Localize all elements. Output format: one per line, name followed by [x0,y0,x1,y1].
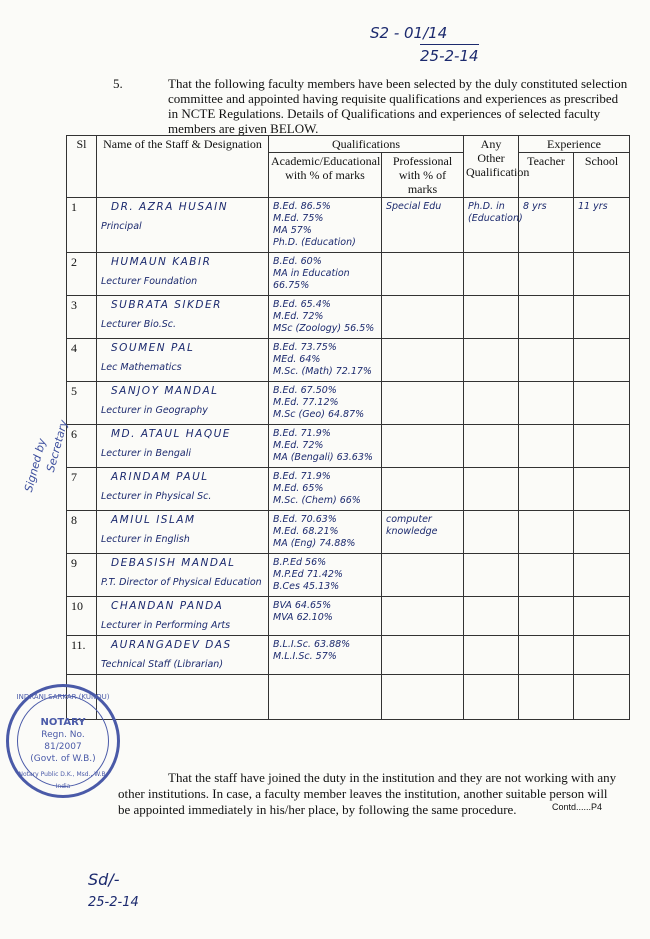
notary-stamp [6,684,120,798]
row-school [574,425,630,468]
row-school [574,253,630,296]
row-academic [269,339,382,382]
staff-name: SANJOY MANDAL [111,385,219,397]
academic-line: MVA 62.10% [273,612,333,623]
academic-line: M.Ed. 72% [273,311,324,322]
stamp-ring-text: INDRANI SARKAR (KUNDU) [16,693,110,701]
row-academic [269,425,382,468]
staff-designation: Lecturer Foundation [101,276,198,287]
bottom-signature [88,870,139,910]
row-professional: computer knowledge [382,511,464,554]
row-professional [382,554,464,597]
row-sl: 2 [67,253,97,296]
staff-designation: Technical Staff (Librarian) [101,659,224,670]
signature-date: 25-2-14 [88,895,139,910]
row-sl: 5 [67,382,97,425]
row-other [464,597,519,636]
header-teacher: Teacher [519,153,574,198]
empty-cell [519,675,574,720]
row-other: Ph.D. in (Education) [464,198,519,253]
staff-name: DR. AZRA HUSAIN [111,201,229,213]
staff-name: ARINDAM PAUL [111,471,209,483]
academic-line: M.Ed. 65% [273,483,324,494]
signature-mark: Sd/- [88,870,120,889]
faculty-row [67,597,630,636]
staff-name: AMIUL ISLAM [111,514,196,526]
row-name-cell [97,198,269,253]
row-other [464,382,519,425]
side-signature [14,300,74,500]
row-name-cell [97,339,269,382]
academic-line: MEd. 64% [273,354,321,365]
row-school [574,636,630,675]
row-teacher [519,636,574,675]
stamp-center [9,717,117,765]
row-academic [269,468,382,511]
row-academic [269,382,382,425]
empty-cell [382,675,464,720]
staff-name: HUMAUN KABIR [111,256,212,268]
row-professional [382,425,464,468]
row-name-cell [97,511,269,554]
staff-name: CHANDAN PANDA [111,600,224,612]
academic-line: MA 57% [273,225,312,236]
faculty-row [67,425,630,468]
header-name-designation: Name of the Staff & Designation [97,136,269,198]
empty-cell [97,675,269,720]
academic-line: MSc (Zoology) 56.5% [273,323,375,334]
faculty-row [67,339,630,382]
row-other [464,339,519,382]
academic-line: M.L.I.Sc. 57% [273,651,337,662]
staff-designation: Lecturer in English [101,534,190,545]
row-school [574,597,630,636]
academic-line: B.P.Ed 56% [273,557,327,568]
row-teacher [519,511,574,554]
row-academic [269,253,382,296]
row-sl: 6 [67,425,97,468]
academic-line: B.Ed. 71.9% [273,471,331,482]
faculty-row [67,253,630,296]
academic-line: B.Ed. 65.4% [273,299,331,310]
header-qualifications: Qualifications [269,136,464,153]
academic-line: MA (Eng) 74.88% [273,538,356,549]
academic-line: M.Sc. (Math) 72.17% [273,366,372,377]
reference-date: 25-2-14 [420,44,479,65]
row-teacher: 8 yrs [519,198,574,253]
faculty-row [67,511,630,554]
header-school: School [574,153,630,198]
stamp-regn: Regn. No. [41,730,85,740]
row-teacher [519,425,574,468]
side-signature-line: Secretary [44,418,71,474]
header-other-qualification: Any Other Qualification [464,136,519,198]
empty-row [67,675,630,720]
staff-designation: Lec Mathematics [101,362,182,373]
row-other [464,554,519,597]
academic-line: MA in Education 66.75% [273,268,350,291]
row-teacher [519,554,574,597]
row-academic [269,554,382,597]
row-teacher [519,296,574,339]
row-sl: 10 [67,597,97,636]
header-sl: Sl [67,136,97,198]
row-school: 11 yrs [574,198,630,253]
row-name-cell [97,425,269,468]
row-sl: 3 [67,296,97,339]
staff-name: MD. ATAUL HAQUE [111,428,231,440]
row-academic [269,597,382,636]
row-name-cell [97,597,269,636]
empty-cell [269,675,382,720]
row-teacher [519,339,574,382]
academic-line: M.P.Ed 71.42% [273,569,343,580]
row-name-cell [97,382,269,425]
row-professional: Special Edu [382,198,464,253]
row-other [464,296,519,339]
academic-line: B.L.I.Sc. 63.88% [273,639,351,650]
row-school [574,511,630,554]
header-professional: Professional with % of marks [382,153,464,198]
academic-line: M.Ed. 68.21% [273,526,339,537]
row-sl: 11. [67,636,97,675]
row-school [574,339,630,382]
staff-name: SOUMEN PAL [111,342,195,354]
staff-designation: Lecturer Bio.Sc. [101,319,177,330]
row-school [574,554,630,597]
row-sl: 9 [67,554,97,597]
academic-line: B.Ed. 70.63% [273,514,337,525]
academic-line: M.Ed. 72% [273,440,324,451]
row-professional [382,597,464,636]
row-name-cell [97,554,269,597]
academic-line: B.Ed. 86.5% [273,201,331,212]
staff-name: SUBRATA SIKDER [111,299,222,311]
academic-line: M.Ed. 75% [273,213,324,224]
row-school [574,296,630,339]
academic-line: B.Ces 45.13% [273,581,340,592]
row-teacher [519,468,574,511]
faculty-row [67,198,630,253]
handwritten-reference-note [370,24,479,65]
academic-line: B.Ed. 71.9% [273,428,331,439]
staff-designation: P.T. Director of Physical Education [101,577,262,588]
row-sl: 4 [67,339,97,382]
staff-designation: Principal [101,221,142,232]
header-academic: Academic/Educational with % of marks [269,153,382,198]
row-sl: 1 [67,198,97,253]
row-name-cell [97,636,269,675]
academic-line: BVA 64.65% [273,600,332,611]
row-sl: 8 [67,511,97,554]
header-experience: Experience [519,136,630,153]
row-academic [269,511,382,554]
row-name-cell [97,253,269,296]
row-teacher [519,597,574,636]
row-academic [269,636,382,675]
staff-designation: Lecturer in Geography [101,405,208,416]
row-teacher [519,382,574,425]
faculty-table-body [67,198,630,720]
faculty-row [67,554,630,597]
row-professional [382,382,464,425]
empty-cell [574,675,630,720]
item-number: 5. [113,76,123,91]
row-other [464,636,519,675]
faculty-row [67,468,630,511]
stamp-govt: (Govt. of W.B.) [30,754,96,764]
row-name-cell [97,296,269,339]
staff-designation: Lecturer in Physical Sc. [101,491,212,502]
staff-name: DEBASISH MANDAL [111,557,236,569]
empty-cell [464,675,519,720]
row-professional [382,636,464,675]
row-name-cell [97,468,269,511]
row-academic [269,296,382,339]
academic-line: M.Sc. (Chem) 66% [273,495,361,506]
row-teacher [519,253,574,296]
row-professional [382,253,464,296]
academic-line: B.Ed. 73.75% [273,342,337,353]
side-signature-line: Signed by [22,437,49,494]
faculty-table [66,135,630,720]
academic-line: B.Ed. 60% [273,256,322,267]
intro-paragraph: That the following faculty members have been selected by the duly constituted selection committee and appointed having requisite qualifications and experiences as prescribed in NCTE Regulations. Details of Qualifications and experiences of selected faculty members are given BELOW. [168,76,628,136]
stamp-title: NOTARY [40,717,86,728]
row-sl: 7 [67,468,97,511]
row-other [464,511,519,554]
faculty-row [67,636,630,675]
academic-line: M.Sc (Geo) 64.87% [273,409,365,420]
academic-line: MA (Bengali) 63.63% [273,452,373,463]
academic-line: M.Ed. 77.12% [273,397,339,408]
closing-paragraph: That the staff have joined the duty in the institution and they are not working with any other institutions. In case, a faculty member leaves the institution, another suitable person will be appointed immediately in his/her place, by following the same procedure. [118,770,617,817]
row-school [574,382,630,425]
row-professional [382,468,464,511]
row-professional [382,296,464,339]
continued-marker: Contd......P4 [552,802,603,812]
row-other [464,253,519,296]
faculty-row [67,382,630,425]
row-school [574,468,630,511]
staff-designation: Lecturer in Performing Arts [101,620,231,631]
row-other [464,468,519,511]
faculty-row [67,296,630,339]
staff-designation: Lecturer in Bengali [101,448,191,459]
reference-number: S2 - 01/14 [370,24,448,42]
academic-line: B.Ed. 67.50% [273,385,337,396]
row-academic [269,198,382,253]
stamp-number: 81/2007 [44,742,82,752]
staff-name: AURANGADEV DAS [111,639,232,651]
academic-line: Ph.D. (Education) [273,237,356,248]
row-professional [382,339,464,382]
stamp-place: Notary Public D.K., Msd., W.B. India [18,771,108,790]
row-other [464,425,519,468]
